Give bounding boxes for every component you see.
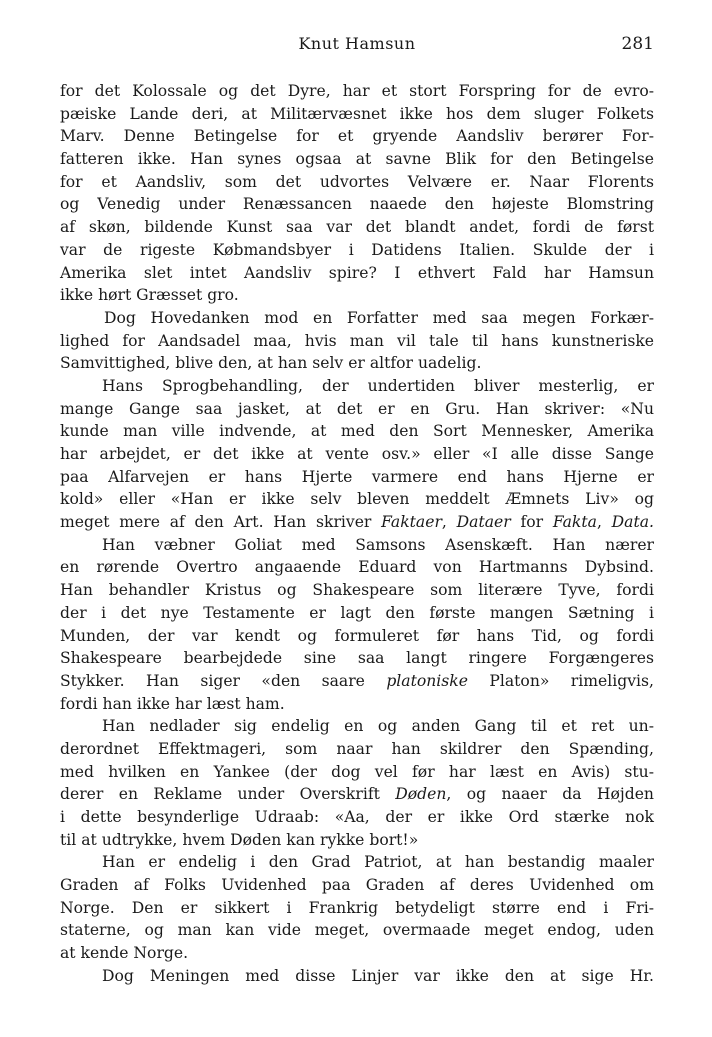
text-line: for det Kolossale og det Dyre, har et stort Forspring for de evro- bbox=[60, 82, 654, 100]
italic-word: Døden bbox=[395, 785, 447, 804]
text-line: mange Gange saa jasket, at det er en Gru. Han skriver: «Nu bbox=[60, 399, 654, 418]
text-line: har arbejdet, er det ikke at vente osv.» eller «I alle disse Sange bbox=[60, 445, 654, 463]
text-line: Dog Hovedanken mod en Forfatter med saa megen Forkær- bbox=[104, 308, 654, 327]
text-line: staterne, og man kan vide meget, overmaade meget endog, uden bbox=[60, 921, 654, 940]
italic-word: Data. bbox=[611, 513, 654, 532]
text-segment: , og naaer da Højden bbox=[446, 785, 654, 804]
text-line: af skøn, bildende Kunst saa var det blandt andet, fordi de først bbox=[60, 218, 654, 237]
text-line: ikke hørt Græsset gro. bbox=[60, 286, 239, 305]
text-line: Norge. Den er sikkert i Frankrig betydeligt større end i Fri- bbox=[60, 898, 654, 917]
text-line: Han behandler Kristus og Shakespeare som literære Tyve, fordi bbox=[60, 581, 654, 600]
text-line: Han væbner Goliat med Samsons Asenskæft. Han nærer bbox=[102, 535, 654, 554]
text-line: kold» eller «Han er ikke selv bleven meddelt Æmnets Liv» og bbox=[60, 490, 654, 509]
text-line-with-italics bbox=[60, 670, 654, 693]
text-segment: Stykker. Han siger «den saare bbox=[60, 671, 387, 690]
text-line: fordi han ikke har læst ham. bbox=[60, 694, 285, 713]
running-head bbox=[60, 34, 654, 58]
text-line: og Venedig under Renæssancen naaede den højeste Blomstring bbox=[60, 195, 654, 214]
page-number: 281 bbox=[621, 34, 654, 54]
text-line: Shakespeare bearbejdede sine saa langt ringere Forgængeres bbox=[60, 649, 654, 668]
text-line: for et Aandsliv, som det udvortes Velvære er. Naar Florents bbox=[60, 172, 654, 191]
body-text bbox=[60, 80, 654, 988]
italic-word: Faktaer bbox=[381, 513, 442, 532]
text-line: Dog Meningen med disse Linjer var ikke den at sige Hr. bbox=[102, 966, 654, 985]
text-line: Hans Sprogbehandling, der undertiden bliver mesterlig, er bbox=[102, 376, 654, 395]
text-segment: Platon» rimeligvis, bbox=[467, 671, 654, 690]
text-line: lighed for Aandsadel maa, hvis man vil tale til hans kunstneriske bbox=[60, 331, 654, 350]
text-line: at kende Norge. bbox=[60, 944, 189, 963]
text-line: en rørende Overtro angaaende Eduard von Hartmanns Dybsind. bbox=[60, 558, 654, 577]
text-line: var de rigeste Købmandsbyer i Datidens Italien. Skulde der i bbox=[60, 240, 654, 259]
text-line-with-italics bbox=[60, 783, 654, 806]
text-line: med hvilken en Yankee (der dog vel før har læst en Avis) stu- bbox=[60, 762, 654, 781]
text-segment: , bbox=[596, 513, 612, 532]
text-segment: for bbox=[510, 513, 553, 532]
running-head-title: Knut Hamsun bbox=[298, 34, 416, 53]
text-segment: derer en Reklame under Overskrift bbox=[60, 785, 396, 804]
text-segment: , bbox=[441, 513, 457, 532]
text-line: i dette besynderlige Udraab: «Aa, der er ikke Ord stærke nok bbox=[60, 808, 654, 826]
text-line: Han er endelig i den Grad Patriot, at han bestandig maaler bbox=[102, 853, 654, 872]
text-line: Marv. Denne Betingelse for et gryende Aandsliv berører For- bbox=[60, 127, 654, 146]
text-line: paa Alfarvejen er hans Hjerte varmere end hans Hjerne er bbox=[60, 467, 654, 486]
text-line: derordnet Effektmageri, som naar han skildrer den Spænding, bbox=[60, 739, 654, 758]
text-line: pæiske Lande deri, at Militærvæsnet ikke hos dem sluger Folkets bbox=[60, 104, 654, 123]
text-line: Munden, der var kendt og formuleret før hans Tid, og fordi bbox=[60, 626, 654, 645]
text-line: Amerika slet intet Aandsliv spire? I ethvert Fald har Hamsun bbox=[60, 263, 654, 282]
text-line: Samvittighed, blive den, at han selv er altfor uadelig. bbox=[60, 354, 482, 373]
text-line: fatteren ikke. Han synes ogsaa at savne Blik for den Betingelse bbox=[60, 150, 654, 169]
text-line: Han nedlader sig endelig en og anden Gang til et ret un- bbox=[102, 717, 654, 736]
text-line: der i det nye Testamente er lagt den første mangen Sætning i bbox=[60, 603, 654, 622]
text-line: til at udtrykke, hvem Døden kan rykke bort!» bbox=[60, 830, 419, 849]
italic-word: platoniske bbox=[386, 671, 468, 690]
italic-word: Fakta bbox=[552, 513, 597, 532]
text-line: Graden af Folks Uvidenhed paa Graden af deres Uvidenhed om bbox=[60, 876, 654, 895]
text-segment: meget mere af den Art. Han skriver bbox=[60, 513, 382, 532]
italic-word: Dataer bbox=[456, 513, 511, 532]
text-line: kunde man ville indvende, at med den Sort Mennesker, Amerika bbox=[60, 422, 654, 441]
text-line-with-italics bbox=[60, 511, 654, 534]
